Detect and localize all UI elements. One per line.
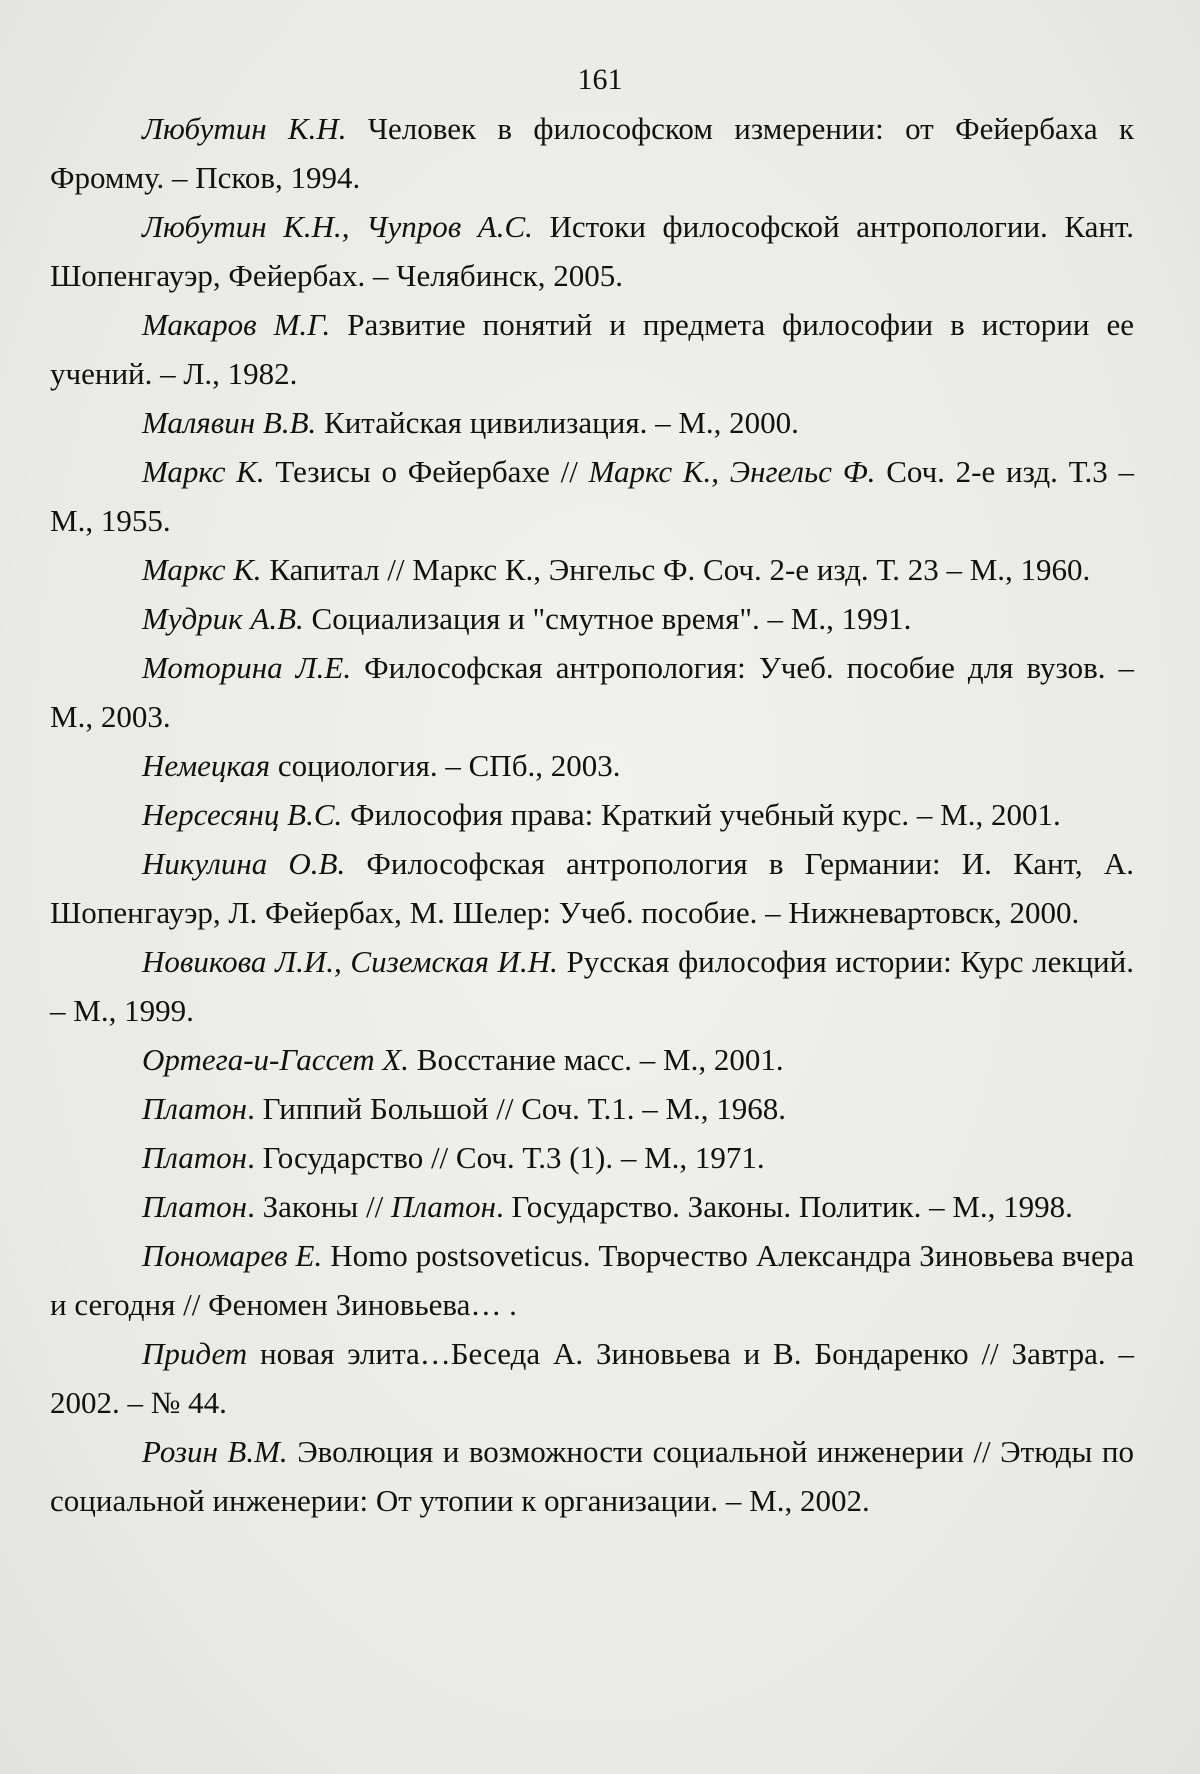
entry-author: Придет <box>142 1336 248 1371</box>
entry-author: Малявин В.В. <box>142 405 317 440</box>
entry-author: Моторина Л.Е. <box>142 650 352 685</box>
entry-text-continued: . Государство. Законы. Политик. – М., 1998. <box>496 1189 1073 1224</box>
entry-author: Любутин К.Н., Чупров А.С. <box>142 209 533 244</box>
entry-text: Философская антропология в Германии: И. Кант, А. Шопенгауэр, Л. Фейербах, М. Шелер: Учеб. пособие. – Нижневартовск, 2000. <box>50 846 1134 930</box>
entry-author: Маркс К. <box>142 454 265 489</box>
entry-author: Макаров М.Г. <box>142 307 331 342</box>
bibliography-entry <box>50 1182 1134 1231</box>
bibliography-entry <box>50 839 1134 937</box>
bibliography-entry <box>50 1231 1134 1329</box>
entry-text: Истоки философской антропологии. Кант. Шопенгауэр, Фейербах. – Челябинск, 2005. <box>50 209 1134 293</box>
bibliography-entry <box>50 202 1134 300</box>
entry-text: Китайская цивилизация. – М., 2000. <box>316 405 799 440</box>
bibliography-entry <box>50 741 1134 790</box>
entry-text: . Государство // Соч. Т.3 (1). – М., 1971. <box>247 1140 765 1175</box>
entry-text: Социализация и "смутное время". – М., 1991. <box>303 601 912 636</box>
entry-author: Новикова Л.И., Сиземская И.Н. <box>142 944 558 979</box>
entry-text: . Законы // <box>247 1189 391 1224</box>
entry-text-continued: Соч. 2-е изд. Т.3 – М., 1955. <box>50 454 1134 538</box>
entry-text: Эволюция и возможности социальной инженерии // Этюды по социальной инженерии: От утопии к организации. – М., 2002. <box>50 1434 1134 1518</box>
entry-text: Человек в философском измерении: от Фейербаха к Фромму. – Псков, 1994. <box>50 111 1135 195</box>
bibliography-entry <box>50 398 1134 447</box>
entry-text: . Гиппий Большой // Соч. Т.1. – М., 1968. <box>247 1091 787 1126</box>
bibliography-entry <box>50 643 1134 741</box>
bibliography-entry <box>50 1329 1134 1427</box>
bibliography-entry <box>50 1133 1134 1182</box>
entry-author-secondary: Платон <box>390 1189 497 1224</box>
entry-author: Нерсесянц В.С. <box>142 797 343 832</box>
entry-author-secondary: Маркс К., Энгельс Ф. <box>588 454 876 489</box>
entry-author: Розин В.М. <box>142 1434 288 1469</box>
entry-text: Философия права: Краткий учебный курс. – М., 2001. <box>342 797 1061 832</box>
entry-author: Мудрик А.В. <box>142 601 304 636</box>
entry-text: Homo postsoveticus. Творчество Александра Зиновьева вчера и сегодня // Феномен Зиновьева… . <box>50 1238 1134 1322</box>
entry-author: Платон <box>142 1189 248 1224</box>
entry-author: Маркс К. <box>142 552 262 587</box>
bibliography-entry <box>50 104 1134 202</box>
bibliography-entry <box>50 937 1134 1035</box>
bibliography-entry <box>50 1035 1134 1084</box>
bibliography-entry <box>50 594 1134 643</box>
bibliography-entry <box>50 300 1134 398</box>
entry-text: Капитал // Маркс К., Энгельс Ф. Соч. 2-е изд. Т. 23 – М., 1960. <box>261 552 1091 587</box>
entry-text: социология. – СПб., 2003. <box>270 748 621 783</box>
entry-text: Тезисы о Фейербахе // <box>264 454 589 489</box>
entry-author: Платон <box>142 1091 248 1126</box>
page-number: 161 <box>577 63 623 96</box>
entry-text: Восстание масс. – М., 2001. <box>409 1042 784 1077</box>
bibliography-entry <box>50 790 1134 839</box>
entry-text: Философская антропология: Учеб. пособие для вузов. – М., 2003. <box>50 650 1134 734</box>
entry-text: Развитие понятий и предмета философии в истории ее учений. – Л., 1982. <box>50 307 1134 391</box>
entry-text: Русская философия истории: Курс лекций. – М., 1999. <box>50 944 1134 1028</box>
entry-author: Платон <box>142 1140 248 1175</box>
bibliography-entry <box>50 447 1134 545</box>
entry-author: Ортега-и-Гассет Х. <box>142 1042 410 1077</box>
entry-author: Пономарев Е. <box>142 1238 323 1273</box>
entry-author: Любутин К.Н. <box>142 111 347 146</box>
entry-text: новая элита…Беседа А. Зиновьева и В. Бондаренко // Завтра. – 2002. – № 44. <box>50 1336 1134 1420</box>
bibliography-list <box>50 104 1134 1525</box>
bibliography-entry <box>50 1427 1134 1525</box>
entry-author: Никулина О.В. <box>142 846 346 881</box>
bibliography-entry <box>50 545 1134 594</box>
bibliography-entry <box>50 1084 1134 1133</box>
entry-author: Немецкая <box>142 748 271 783</box>
